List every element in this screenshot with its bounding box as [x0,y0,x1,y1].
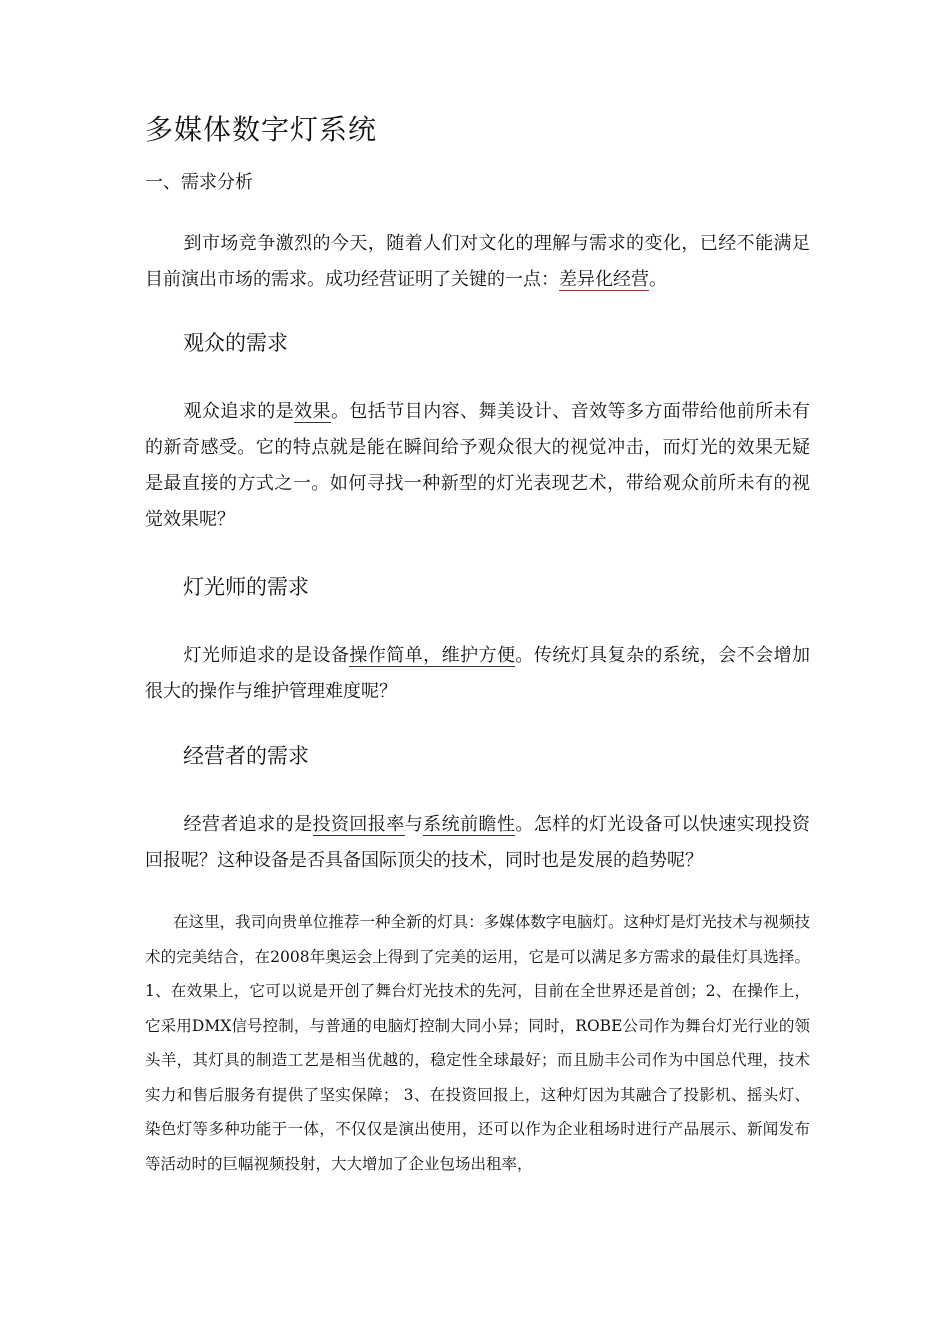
operator-text-rest: 。怎样的灯光设备可以快速实现投资回报呢？这种设备是否具备国际顶尖的技术，同时也是发展的趋势呢？ [145,814,811,871]
operator-heading: 经营者的需求 [183,744,309,768]
lighting-designer-text-rest: 。传统灯具复杂的系统，会不会增加很大的操作与维护管理难度呢？ [145,645,811,702]
intro-text: 到市场竞争激烈的今天，随着人们对文化的理解与需求的变化，已经不能满足目前演出市场的需求。成功经营证明了关键的一点： [145,233,810,290]
differentiation-highlight: 差异化经营 [559,269,649,290]
section-heading-needs-analysis: 一、需求分析 [145,172,253,193]
audience-heading: 观众的需求 [183,331,288,355]
audience-text: 观众追求的是 [183,401,295,422]
effect-highlight: 效果 [294,401,331,422]
intro-paragraph [145,226,810,298]
easy-operation-highlight: 操作简单，维护方便 [349,645,516,666]
recommendation-text: 在这里，我司向贵单位推荐一种全新的灯具：多媒体数字电脑灯。这种灯是灯光技术与视频技术的完美结合，在2008年奥运会上得到了完美的运用，它是可以满足多方需求的最佳灯具选择。1、在效果上，它可以说是开创了舞台灯光技术的先河，目前在全世界还是首创；2、在操作上，它采用DMX信号控制，与普通的电脑灯控制大同小异；同时，ROBE公司作为舞台灯光行业的领头羊，其灯具的制造工艺是相当优越的，稳定性全球最好；而且励丰公司作为中国总代理，技术实力和售后服务有提供了坚实保障； 3、在投资回报上，这种灯因为其融合了投影机、摇头灯、染色灯等多种功能于一体，不仅仅是演出使用，还可以作为企业租场时进行产品展示、新闻发布等活动时的巨幅视频投射，大大增加了企业包场出租率， [145,913,810,1173]
lighting-designer-heading: 灯光师的需求 [183,575,309,599]
lighting-designer-paragraph [145,638,810,710]
lighting-designer-text: 灯光师追求的是设备 [183,645,350,666]
operator-text: 经营者追求的是 [183,814,313,835]
roi-highlight: 投资回报率 [312,814,405,835]
recommendation-paragraph [145,905,810,1181]
audience-paragraph [145,394,810,538]
audience-text-rest: 。包括节目内容、舞美设计、音效等多方面带给他前所未有的新奇感受。它的特点就是能在瞬间给予观众很大的视觉冲击，而灯光的效果无疑是最直接的方式之一。如何寻找一种新型的灯光表现艺术，带给观众前所未有的视觉效果呢？ [145,401,811,530]
foresight-highlight: 系统前瞻性 [423,814,516,835]
document-title: 多媒体数字灯系统 [145,113,378,146]
operator-paragraph [145,807,810,879]
operator-text-middle: 与 [404,814,424,835]
intro-text-end: 。 [649,269,667,290]
